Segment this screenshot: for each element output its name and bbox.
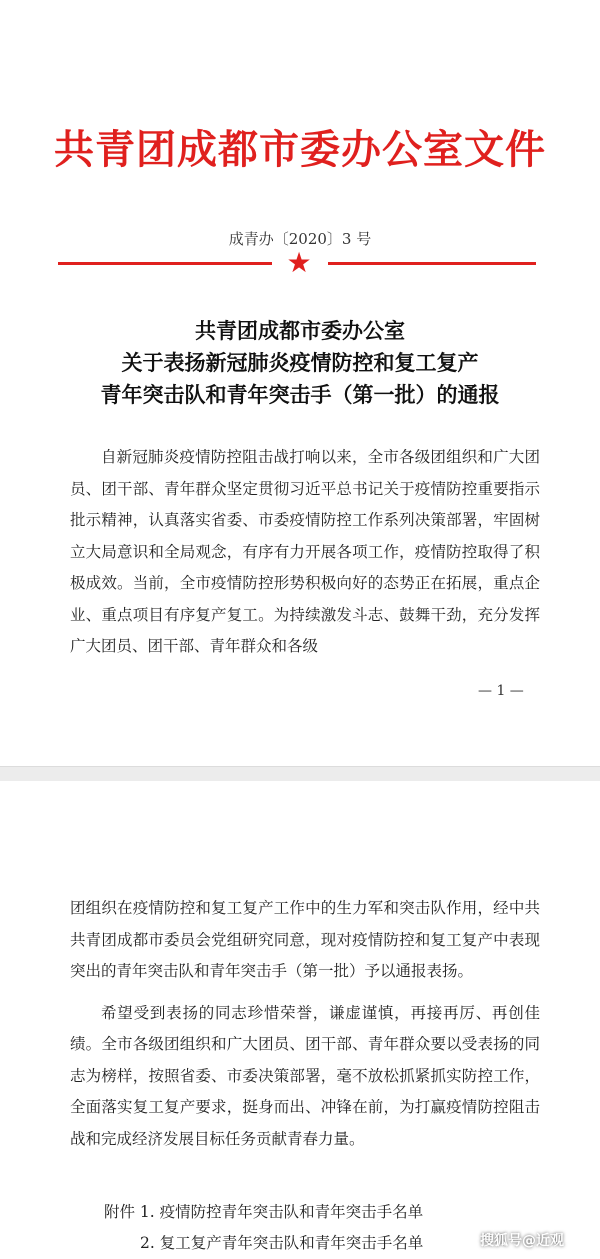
source-watermark: 搜狐号@近观 — [480, 1233, 564, 1249]
notice-title-line-1: 共青团成都市委办公室 — [195, 318, 405, 343]
body-text-page-1 — [70, 442, 540, 663]
red-divider-left — [58, 262, 272, 265]
masthead-title: 共青团成都市委办公室文件 — [54, 126, 546, 173]
paragraph-1: 自新冠肺炎疫情防控阻击战打响以来，全市各级团组织和广大团员、团干部、青年群众坚定贯彻习近平总书记关于疫情防控重要指示批示精神，认真落实省委、市委疫情防控工作系列决策部署，牢固树立大局意识和全局观念，有序有力开展各项工作，疫情防控取得了积极成效。当前，全市疫情防控形势积极向好的态势正在拓展，重点企业、重点项目有序复产复工。为持续激发斗志、鼓舞干劲，充分发挥广大团员、团干部、青年群众和各级 — [70, 448, 540, 655]
notice-title-line-2: 关于表扬新冠肺炎疫情防控和复工复产 — [121, 350, 479, 375]
red-star-icon: ★ — [286, 246, 312, 279]
attachment-1: 附件 1. 疫情防控青年突击队和青年突击手名单 — [104, 1203, 424, 1221]
attachment-2: 2. 复工复产青年突击队和青年突击手名单 — [140, 1234, 424, 1252]
page-separator — [0, 766, 600, 782]
paragraph-continuation: 团组织在疫情防控和复工复产工作中的生力军和突击队作用，经中共共青团成都市委员会党组研究同意，现对疫情防控和复工复产中表现突出的青年突击队和青年突击手（第一批）予以通报表扬。 — [70, 899, 540, 980]
document-number: 成青办〔2020〕3 号 — [228, 230, 372, 248]
paragraph-2: 希望受到表扬的同志珍惜荣誉，谦虚谨慎，再接再厉、再创佳绩。全市各级团组织和广大团员、团干部、青年群众要以受表扬的同志为榜样，按照省委、市委决策部署，毫不放松抓紧抓实防控工作，全面落实复工复产要求，挺身而出、冲锋在前，为打赢疫情防控阻击战和完成经济发展目标任务贡献青春力量。 — [70, 1003, 540, 1148]
page-number: — 1 — — [478, 683, 524, 699]
notice-title-line-3: 青年突击队和青年突击手（第一批）的通报 — [100, 382, 500, 407]
body-text-page-2 — [70, 893, 540, 1155]
red-divider-right — [328, 262, 536, 265]
